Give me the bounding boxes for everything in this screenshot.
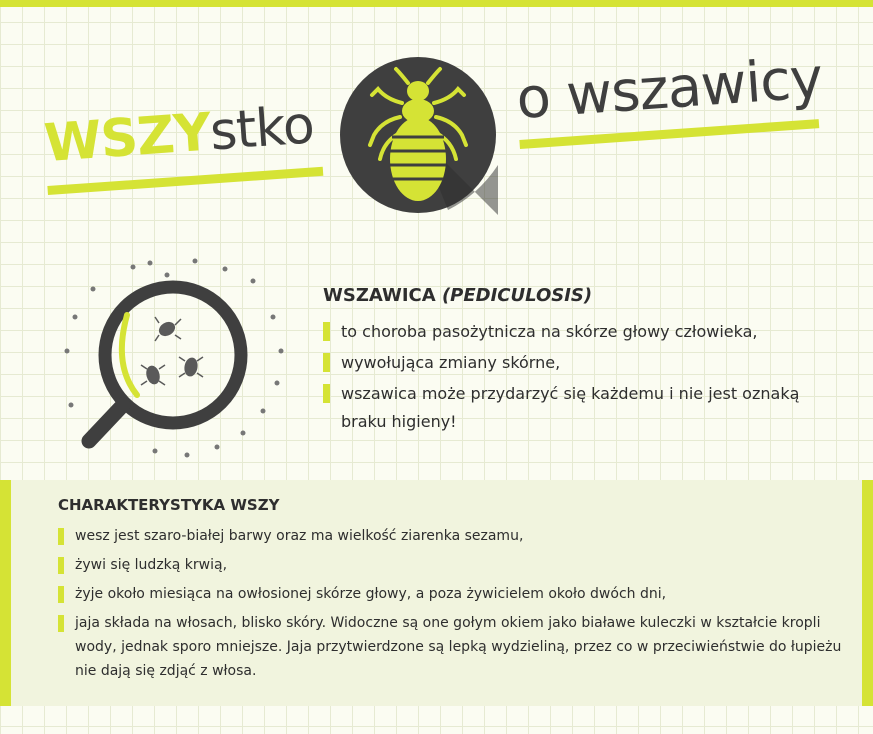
magnifier-with-lice-icon — [55, 255, 295, 465]
louse-icon — [338, 55, 498, 215]
list-item: jaja składa na włosach, blisko skóry. Widoczne są one gołym okiem jako białawe kuleczki w kształcie kropli wody, jednak sporo mniejsze. Jaja przytwierdzone są lepką wydzieliną, przez co w przeciwieństwie do łupieżu nie dają się zdjąć z włosa. — [58, 611, 848, 683]
wszawica-list — [323, 318, 843, 436]
wszawica-heading-text: WSZAWICA — [323, 285, 442, 306]
title-right-text: o wszawicy — [514, 45, 825, 133]
list-item: wywołująca zmiany skórne, — [323, 349, 843, 377]
list-item: żyje około miesiąca na owłosionej skórze głowy, a poza żywicielem około dwóch dni, — [58, 582, 848, 606]
charakterystyka-heading: CHARAKTERYSTYKA WSZY — [58, 496, 280, 514]
list-item: wszawica może przydarzyć się każdemu i nie jest oznaką braku higieny! — [323, 380, 843, 436]
charakterystyka-section — [58, 496, 848, 688]
wszawica-heading-latin: (PEDICULOSIS) — [441, 285, 593, 306]
list-item: wesz jest szaro-białej barwy oraz ma wielkość ziarenka sezamu, — [58, 524, 848, 548]
wszawica-heading — [323, 285, 843, 306]
list-item: żywi się ludzką krwią, — [58, 553, 848, 577]
title-right — [514, 45, 825, 149]
title-left — [42, 93, 323, 195]
title-accent: WSZY — [42, 102, 213, 175]
list-item: to choroba pasożytnicza na skórze głowy człowieka, — [323, 318, 843, 346]
panel-edge-left — [0, 480, 11, 706]
title-rest: stko — [208, 95, 316, 163]
charakterystyka-list — [58, 524, 848, 683]
title-word — [42, 93, 322, 176]
top-accent-bar — [0, 0, 873, 7]
wszawica-section — [323, 285, 843, 439]
panel-edge-right — [862, 480, 873, 706]
